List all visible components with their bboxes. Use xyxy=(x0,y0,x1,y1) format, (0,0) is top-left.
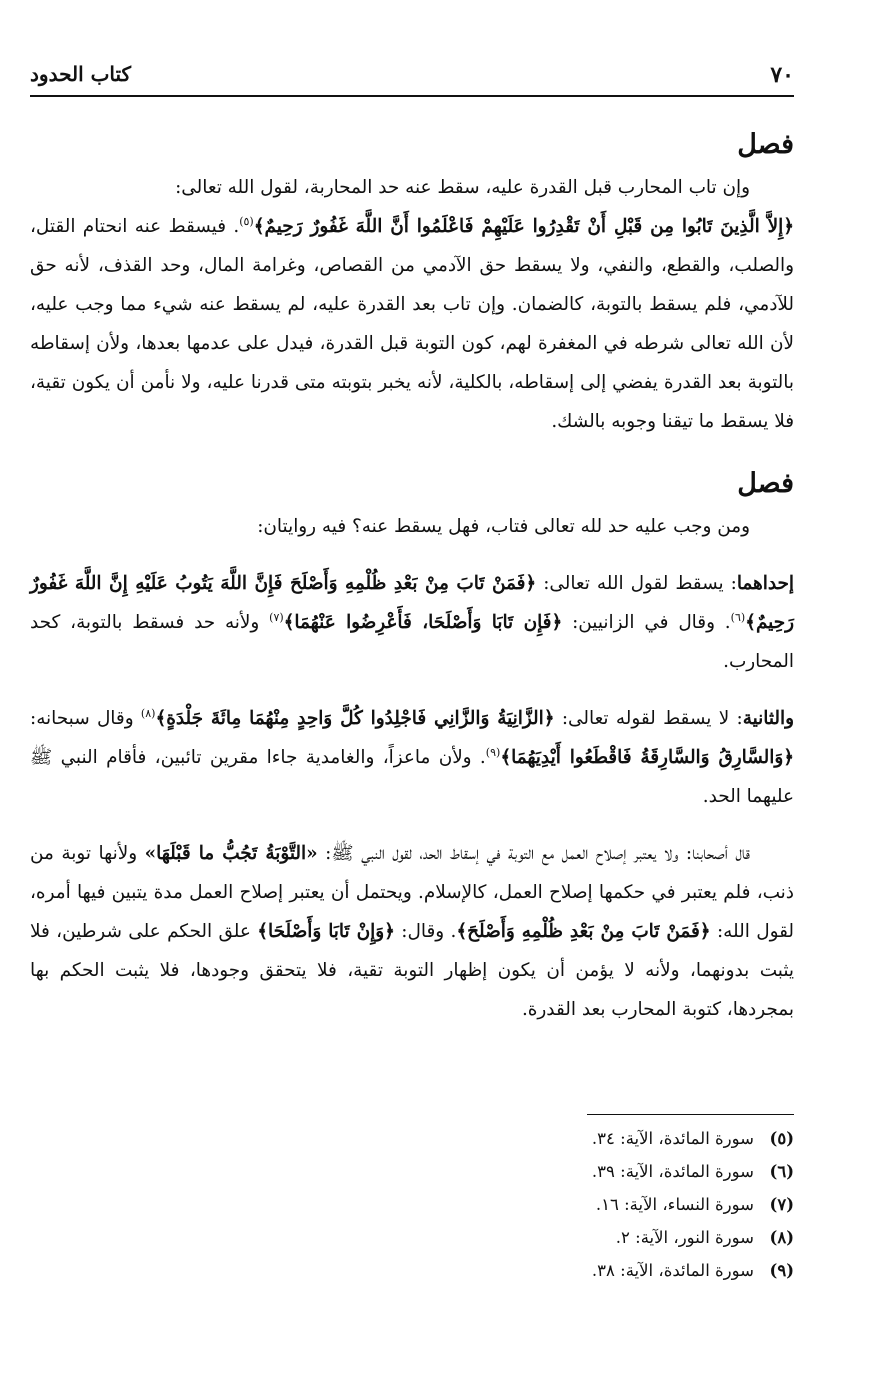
footnote-ref: (٥) xyxy=(239,214,254,228)
footnote-rule xyxy=(587,1114,794,1115)
quran-verse: ﴿فَمَنْ تَابَ مِنْ بَعْدِ ظُلْمِهِ وَأَصْلَحَ فَإِنَّ اللَّهَ يَتُوبُ عَلَيْهِ إِنَّ اللَّهَ غَفُورٌ رَحِيمٌ﴾ xyxy=(30,573,794,633)
quran-verse: ﴿إِلاَّ الَّذِينَ تَابُوا مِن قَبْلِ أَنْ تَقْدِرُوا عَلَيْهِمْ فَاعْلَمُوا أَنَّ اللَّهَ غَفُورٌ رَحِيمٌ﴾ xyxy=(253,216,794,237)
paragraph-text: ولأنه حد فسقط بالتوبة، كحد المحارب. xyxy=(30,612,794,672)
paragraph-text: وقال سبحانه: xyxy=(30,708,141,729)
footnote-text: سورة المائدة، الآية: ٣٩. xyxy=(591,1162,754,1181)
footnote-number: (٨) xyxy=(769,1228,794,1247)
footnote-number: (٥) xyxy=(769,1129,794,1148)
footnote-text: سورة المائدة، الآية: ٣٤. xyxy=(591,1129,754,1148)
paragraph-second-narration xyxy=(30,699,794,816)
paragraph-text: . ولأن ماعزاً، والغامدية جاءا مقرين تائبين، فأقام النبي ﷺ عليهما الحد. xyxy=(30,747,794,807)
quran-verse: ﴿وَإِنْ تَابَا وَأَصْلَحَا﴾ xyxy=(257,921,395,942)
footnote-text: سورة النور، الآية: ٢. xyxy=(615,1228,754,1247)
narration-lead: والثانية xyxy=(742,708,795,729)
paragraph-text: : لا يسقط لقوله تعالى: xyxy=(554,708,743,729)
running-title: كتاب الحدود xyxy=(30,62,132,86)
footnote xyxy=(294,1221,794,1254)
footnote xyxy=(294,1155,794,1188)
footnote-ref: (٨) xyxy=(140,706,156,720)
footnote-number: (٩) xyxy=(769,1261,794,1280)
footnote-number: (٧) xyxy=(769,1195,794,1214)
quran-verse: ﴿الزَّانِيَةُ وَالزَّانِي فَاجْلِدُوا كُلَّ وَاحِدٍ مِنْهُمَا مِائَةَ جَلْدَةٍ﴾ xyxy=(155,708,555,729)
paragraph-text: وإن تاب المحارب قبل القدرة عليه، سقط عنه حد المحاربة، لقول الله تعالى: xyxy=(175,177,750,198)
paragraph-companions xyxy=(30,834,794,1029)
paragraph-text: علق الحكم على شرطين، فلا يثبت بدونهما، ولأنه لا يؤمن أن يكون إظهار التوبة تقية، فلا يتحقق وجودها، فلا يثبت الحكم بها بمجردها، كتوبة المحارب بعد القدرة. xyxy=(30,921,794,1020)
paragraph-text: . وقال في الزانيين: xyxy=(562,612,731,633)
footnote-text: سورة المائدة، الآية: ٣٨. xyxy=(591,1261,754,1280)
paragraph-text: قال أصحابنا: ولا يعتبر إصلاح العمل مع التوبة في إسقاط الحد، لقول النبي ﷺ: xyxy=(317,843,750,864)
section-heading-2: فصل xyxy=(737,468,794,499)
footnote-ref: (٧) xyxy=(269,610,284,624)
footnote-number: (٦) xyxy=(769,1162,794,1181)
footnote-ref: (٦) xyxy=(730,610,746,624)
quran-verse: ﴿فَإِن تَابَا وَأَصْلَحَا، فَأَعْرِضُوا عَنْهُمَا﴾ xyxy=(283,612,563,633)
paragraph-text: : يسقط لقول الله تعالى: xyxy=(536,573,737,594)
page-number: ٧٠ xyxy=(770,62,794,88)
paragraph-intro: ومن وجب عليه حد لله تعالى فتاب، فهل يسقط عنه؟ فيه روايتان: xyxy=(257,516,750,537)
header-rule xyxy=(30,95,794,97)
footnote xyxy=(294,1254,794,1287)
footnote-ref: (٩) xyxy=(485,745,501,759)
section-heading-1: فصل xyxy=(737,129,794,160)
paragraph-text: . وقال: xyxy=(394,921,457,942)
footnote xyxy=(294,1122,794,1155)
main-text xyxy=(30,122,794,1029)
narration-lead: إحداهما xyxy=(736,573,794,594)
quran-verse: ﴿فَمَنْ تَابَ مِنْ بَعْدِ ظُلْمِهِ وَأَصْلَحَ﴾ xyxy=(456,921,711,942)
paragraph-repentance-muharib xyxy=(30,168,794,441)
hadith-quote: «التَّوْبَةُ تَجُبُّ ما قَبْلَهَا» xyxy=(144,843,318,864)
quran-verse: ﴿وَالسَّارِقُ وَالسَّارِقَةُ فَاقْطَعُوا أَيْدِيَهُمَا﴾ xyxy=(500,747,795,768)
paragraph-text: ولأنها توبة من ذنب، فلم يعتبر في حكمها إصلاح العمل، كالإسلام. ويحتمل أن يعتبر إصلاح العمل مدة يتبين فيها أمره، لقول الله: xyxy=(30,843,794,942)
page-header xyxy=(30,58,794,98)
paragraph-first-narration xyxy=(30,564,794,681)
footnotes-list xyxy=(294,1122,794,1287)
footnote xyxy=(294,1188,794,1221)
footnote-text: سورة النساء، الآية: ١٦. xyxy=(595,1195,754,1214)
paragraph-text: . فيسقط عنه انحتام القتل، والصلب، والقطع، والنفي، ولا يسقط حق الآدمي من القصاص، وغرامة المال، وحد القذف، لأنه حق للآدمي، فلم يسقط بالتوبة، كالضمان. وإن تاب بعد القدرة عليه، لم يسقط عنه شيء مما وجب عليه، لأن الله تعالى شرطه في المغفرة لهم، كون التوبة قبل القدرة، فيدل على عدمها بعدها، ولأن إسقاطه بالتوبة بعد القدرة يفضي إلى إسقاطه، بالكلية، لأنه يخبر بتوبته متى قدرنا عليه، ولا نأمن أن يكون تقية، فلا يسقط ما تيقنا وجوبه بالشك. xyxy=(30,216,794,432)
